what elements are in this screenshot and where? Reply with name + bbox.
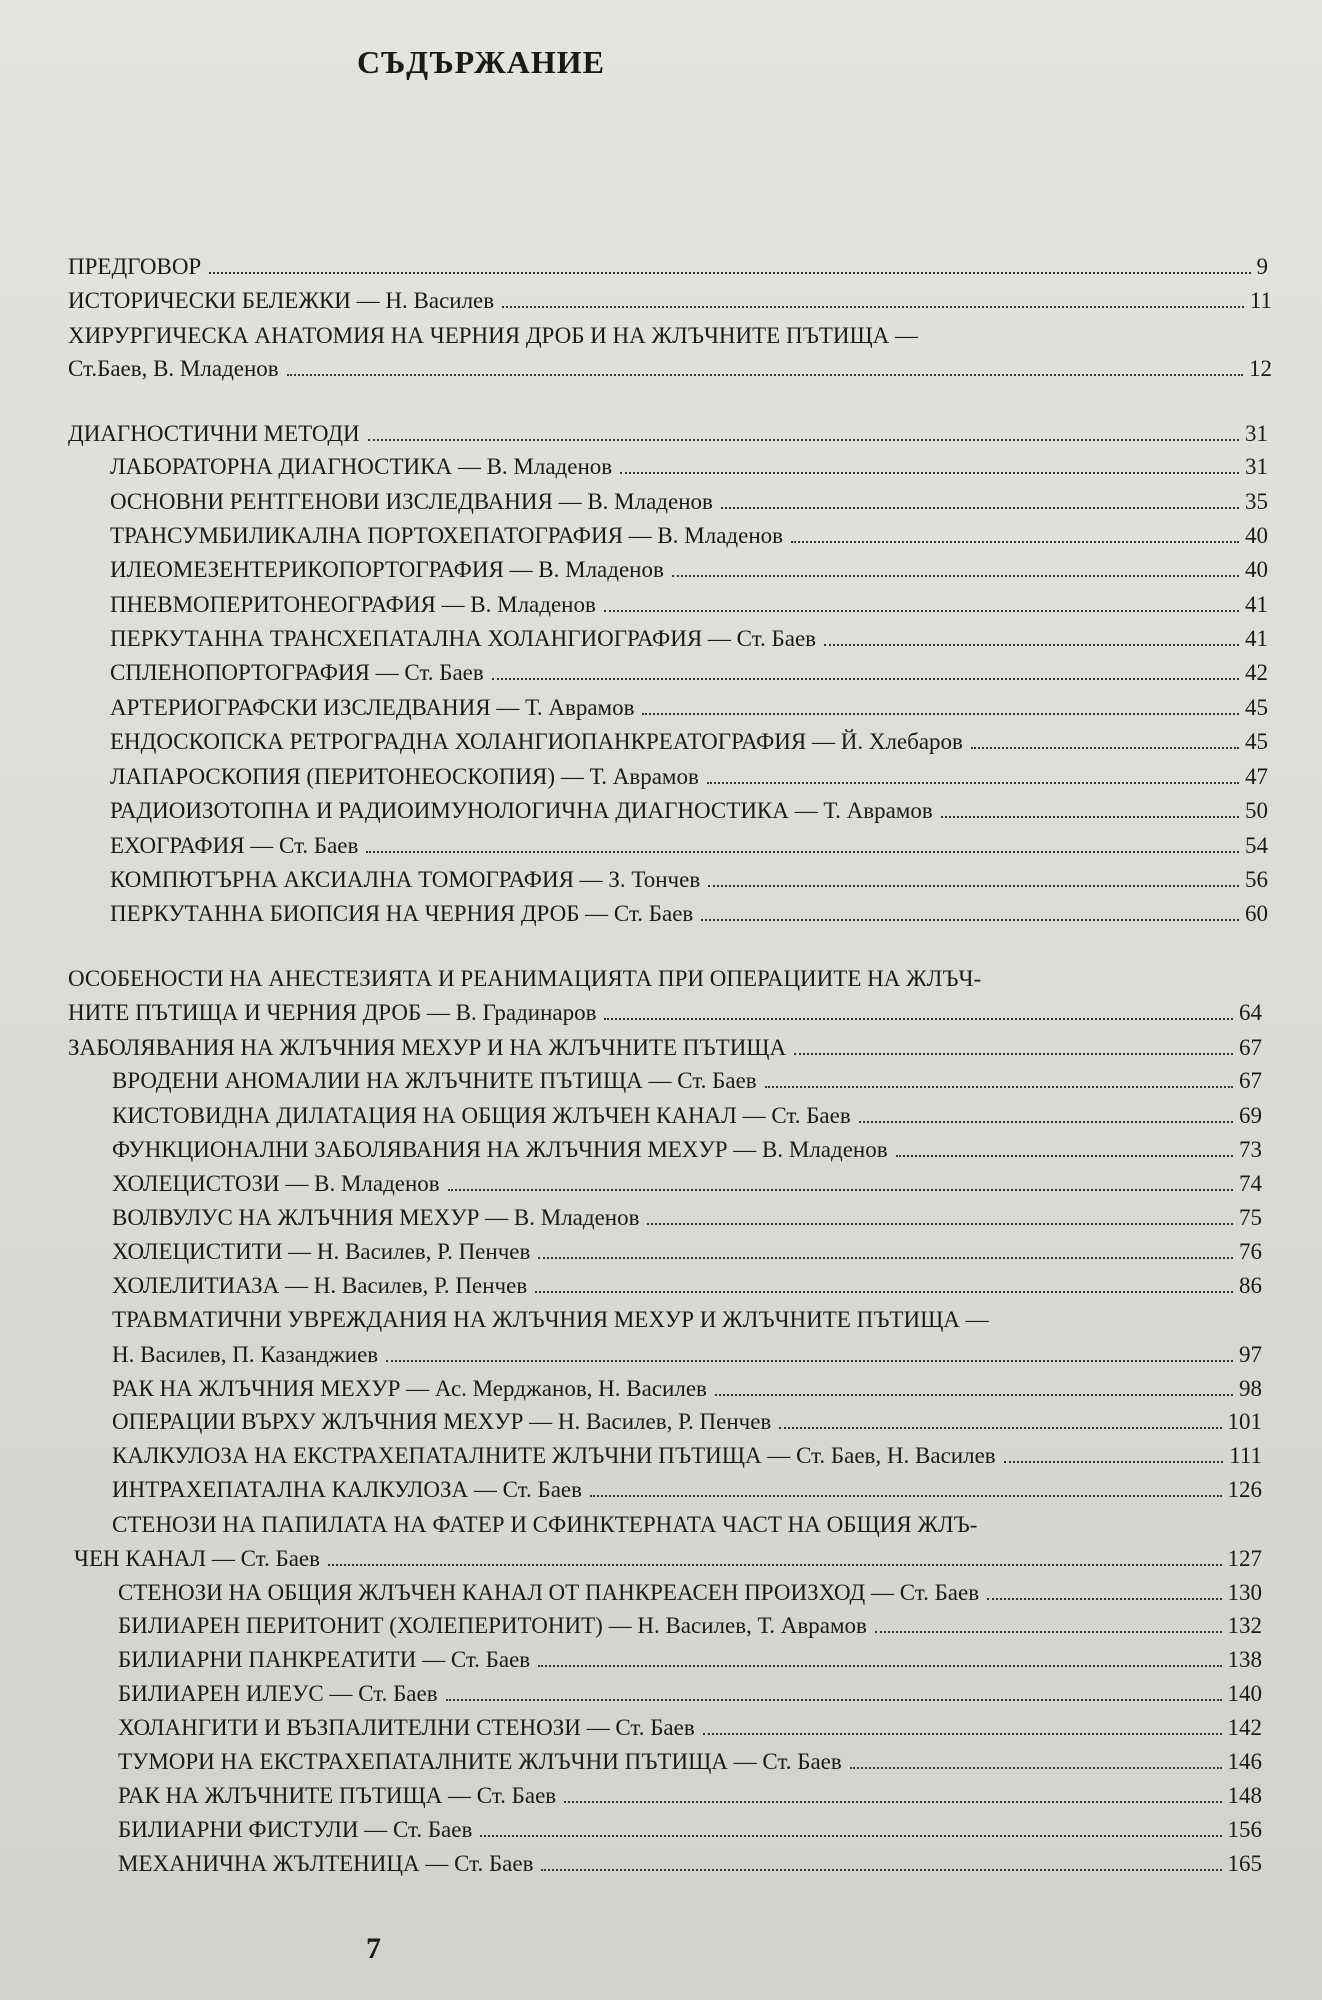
dot-leader	[541, 1869, 1221, 1871]
toc-entry-title: ХИРУРГИЧЕСКА АНАТОМИЯ НА ЧЕРНИЯ ДРОБ И НА ЖЛЪЧНИТЕ ПЪТИЩА —	[68, 323, 919, 348]
toc-entry-title: РАК НА ЖЛЪЧНИТЕ ПЪТИЩА — Ст. Баев	[118, 1783, 557, 1808]
toc-entry-page: 130	[1227, 1580, 1262, 1605]
toc-entry-page: 75	[1239, 1205, 1262, 1230]
toc-entry	[118, 1745, 1262, 1775]
toc-entry-page: 45	[1245, 729, 1268, 754]
toc-entry-title: ПНЕВМОПЕРИТОНЕОГРАФИЯ — В. Младенов	[110, 592, 596, 617]
toc-entry	[110, 760, 1268, 790]
toc-entry-title: БИЛИАРЕН ИЛЕУС — Ст. Баев	[118, 1681, 438, 1706]
toc-entry-page: 156	[1227, 1817, 1262, 1842]
toc-entry-page: 31	[1245, 454, 1268, 479]
dot-leader	[1004, 1461, 1224, 1463]
toc-entry-title: ВРОДЕНИ АНОМАЛИИ НА ЖЛЪЧНИТЕ ПЪТИЩА — Ст. Баев	[112, 1068, 757, 1093]
toc-entry	[110, 897, 1268, 927]
toc-entry	[68, 352, 1272, 382]
toc-entry-page: 98	[1239, 1376, 1262, 1401]
toc-entry	[112, 1338, 1262, 1368]
toc-entry	[118, 1609, 1262, 1639]
toc-entry-page: 9	[1256, 254, 1268, 279]
toc-entry-title: ТУМОРИ НА ЕКСТРАХЕПАТАЛНИТЕ ЖЛЪЧНИ ПЪТИЩА — Ст. Баев	[118, 1749, 842, 1774]
toc-entry-title: ИСТОРИЧЕСКИ БЕЛЕЖКИ — Н. Василев	[68, 288, 495, 313]
toc-entry	[112, 1303, 1262, 1333]
toc-entry	[68, 996, 1262, 1026]
toc-entry-page: 67	[1239, 1035, 1262, 1060]
toc-entry	[112, 1235, 1262, 1265]
dot-leader	[987, 1598, 1221, 1600]
toc-entry-title: ХОЛАНГИТИ И ВЪЗПАЛИТЕЛНИ СТЕНОЗИ — Ст. Баев	[118, 1715, 695, 1740]
dot-leader	[448, 1189, 1233, 1191]
dot-leader	[765, 1086, 1233, 1088]
toc-entry-page: 138	[1227, 1647, 1262, 1672]
toc-entry-page: 11	[1249, 288, 1272, 313]
toc-entry-title: НИТЕ ПЪТИЩА И ЧЕРНИЯ ДРОБ — В. Градинаров	[68, 1000, 597, 1025]
dot-leader	[875, 1631, 1222, 1633]
toc-entry-page: 126	[1227, 1477, 1262, 1502]
page-number: 7	[366, 1932, 381, 1965]
dot-leader	[721, 507, 1239, 509]
toc-entry-page: 42	[1245, 660, 1268, 685]
toc-entry-title: ОПЕРАЦИИ ВЪРХУ ЖЛЪЧНИЯ МЕХУР — Н. Василев, Р. Пенчев	[112, 1409, 772, 1434]
dot-leader	[824, 644, 1239, 646]
toc-entry	[68, 250, 1268, 280]
toc-entry-title: КОМПЮТЪРНА АКСИАЛНА ТОМОГРАФИЯ — З. Тончев	[110, 867, 701, 892]
toc-entry-page: 73	[1239, 1137, 1262, 1162]
dot-leader	[287, 374, 1243, 376]
toc-entry-title: ТРАНСУМБИЛИКАЛНА ПОРТОХЕПАТОГРАФИЯ — В. Младенов	[110, 523, 783, 548]
dot-leader	[647, 1223, 1233, 1225]
toc-entry-page: 47	[1245, 764, 1268, 789]
toc-entry-title: ИЛЕОМЕЗЕНТЕРИКОПОРТОГРАФИЯ — В. Младенов	[110, 557, 664, 582]
toc-entry	[112, 1405, 1262, 1435]
toc-entry-page: 41	[1245, 626, 1268, 651]
toc-entry-title: ПРЕДГОВОР	[68, 254, 202, 279]
toc-entry-page: 41	[1245, 592, 1268, 617]
toc-entry-title: БИЛИАРЕН ПЕРИТОНИТ (ХОЛЕПЕРИТОНИТ) — Н. Василев, Т. Аврамов	[118, 1613, 867, 1638]
toc-entry	[118, 1813, 1262, 1843]
toc-entry-title: ЛАБОРАТОРНА ДИАГНОСТИКА — В. Младенов	[110, 454, 613, 479]
dot-leader	[538, 1665, 1221, 1667]
dot-leader	[604, 1018, 1233, 1020]
toc-entry	[118, 1576, 1262, 1606]
toc-entry-title: МЕХАНИЧНА ЖЪЛТЕНИЦА — Ст. Баев	[118, 1851, 534, 1876]
toc-entry-title: Н. Василев, П. Казанджиев	[112, 1342, 379, 1367]
toc-entry-title: СТЕНОЗИ НА ОБЩИЯ ЖЛЪЧЕН КАНАЛ ОТ ПАНКРЕАСЕН ПРОИЗХОД — Ст. Баев	[118, 1580, 980, 1605]
toc-entry-title: ОСНОВНИ РЕНТГЕНОВИ ИЗСЛЕДВАНИЯ — В. Младенов	[110, 489, 713, 514]
toc-entry-title: БИЛИАРНИ ФИСТУЛИ — Ст. Баев	[118, 1817, 473, 1842]
toc-entry-title: ПЕРКУТАННА ТРАНСХЕПАТАЛНА ХОЛАНГИОГРАФИЯ — Ст. Баев	[110, 626, 817, 651]
toc-entry	[118, 1677, 1262, 1707]
toc-entry	[74, 1542, 1262, 1572]
toc-entry	[110, 829, 1268, 859]
toc-entry-page: 165	[1227, 1851, 1262, 1876]
toc-entry-title: ЕНДОСКОПСКА РЕТРОГРАДНА ХОЛАНГИОПАНКРЕАТОГРАФИЯ — Й. Хлебаров	[110, 729, 963, 754]
dot-leader	[941, 816, 1239, 818]
toc-entry-page: 54	[1245, 833, 1268, 858]
dot-leader	[708, 885, 1239, 887]
toc-entry	[110, 450, 1268, 480]
toc-entry-title: ОСОБЕНОСТИ НА АНЕСТЕЗИЯТА И РЕАНИМАЦИЯТА ПРИ ОПЕРАЦИИТЕ НА ЖЛЪЧ-	[68, 966, 982, 991]
toc-entry	[118, 1847, 1262, 1877]
toc-entry-title: ЧЕН КАНАЛ — Ст. Баев	[74, 1546, 320, 1571]
toc-entry-page: 12	[1249, 356, 1272, 381]
toc-entry	[112, 1372, 1262, 1402]
toc-entry-page: 67	[1239, 1068, 1262, 1093]
dot-leader	[328, 1564, 1222, 1566]
toc-entry-title: СТЕНОЗИ НА ПАПИЛАТА НА ФАТЕР И СФИНКТЕРНАТА ЧАСТ НА ОБЩИЯ ЖЛЪ-	[112, 1512, 978, 1537]
page-title: СЪДЪРЖАНИЕ	[357, 44, 605, 80]
dot-leader	[703, 1733, 1222, 1735]
dot-leader	[446, 1699, 1222, 1701]
toc-entry-title: Ст.Баев, В. Младенов	[68, 356, 279, 381]
dot-leader	[794, 1053, 1233, 1055]
toc-entry	[112, 1133, 1262, 1163]
toc-entry	[68, 1031, 1262, 1061]
toc-entry	[110, 485, 1268, 515]
toc-entry-page: 45	[1245, 695, 1268, 720]
dot-leader	[791, 541, 1239, 543]
dot-leader	[366, 851, 1239, 853]
toc-entry-page: 50	[1245, 798, 1268, 823]
toc-entry-title: ЗАБОЛЯВАНИЯ НА ЖЛЪЧНИЯ МЕХУР И НА ЖЛЪЧНИТЕ ПЪТИЩА	[68, 1035, 787, 1060]
toc-entry-title: БИЛИАРНИ ПАНКРЕАТИТИ — Ст. Баев	[118, 1647, 531, 1672]
toc-entry	[118, 1779, 1262, 1809]
toc-entry-title: ЛАПАРОСКОПИЯ (ПЕРИТОНЕОСКОПИЯ) — Т. Аврамов	[110, 764, 699, 789]
toc-entry	[110, 588, 1268, 618]
toc-entry-page: 64	[1239, 1000, 1262, 1025]
toc-entry	[68, 284, 1272, 314]
toc-entry-page: 60	[1245, 901, 1268, 926]
toc-entry	[112, 1099, 1262, 1129]
toc-entry	[110, 519, 1268, 549]
toc-entry-page: 35	[1245, 489, 1268, 514]
toc-entry-title: РАДИОИЗОТОПНА И РАДИОИМУНОЛОГИЧНА ДИАГНОСТИКА — Т. Аврамов	[110, 798, 933, 823]
toc-entry-page: 74	[1239, 1171, 1262, 1196]
dot-leader	[620, 472, 1239, 474]
toc-entry-page: 31	[1245, 421, 1268, 446]
dot-leader	[209, 272, 1250, 274]
toc-entry	[110, 691, 1268, 721]
toc-entry-title: ИНТРАХЕПАТАЛНА КАЛКУЛОЗА — Ст. Баев	[112, 1477, 582, 1502]
dot-leader	[564, 1801, 1221, 1803]
toc-entry-title: РАК НА ЖЛЪЧНИЯ МЕХУР — Ас. Мерджанов, Н. Василев	[112, 1376, 707, 1401]
toc-entry-title: ВОЛВУЛУС НА ЖЛЪЧНИЯ МЕХУР — В. Младенов	[112, 1205, 640, 1230]
toc-entry	[68, 962, 1268, 992]
toc-entry	[110, 863, 1268, 893]
toc-entry-page: 127	[1227, 1546, 1262, 1571]
toc-entry-page: 76	[1239, 1239, 1262, 1264]
toc-entry	[110, 656, 1268, 686]
toc-entry-title: КИСТОВИДНА ДИЛАТАЦИЯ НА ОБЩИЯ ЖЛЪЧЕН КАНАЛ — Ст. Баев	[112, 1103, 851, 1128]
dot-leader	[850, 1767, 1222, 1769]
dot-leader	[642, 713, 1239, 715]
dot-leader	[492, 678, 1239, 680]
toc-entry	[112, 1508, 1262, 1538]
toc-entry-page: 142	[1227, 1715, 1262, 1740]
dot-leader	[386, 1360, 1233, 1362]
toc-entry	[68, 319, 1272, 349]
dot-leader	[859, 1121, 1233, 1123]
toc-entry-page: 132	[1227, 1613, 1262, 1638]
toc-entry-title: ЕХОГРАФИЯ — Ст. Баев	[110, 833, 359, 858]
dot-leader	[604, 610, 1239, 612]
toc-entry-title: ХОЛЕЦИСТИТИ — Н. Василев, Р. Пенчев	[112, 1239, 531, 1264]
toc-entry-page: 101	[1227, 1409, 1262, 1434]
toc-entry	[112, 1167, 1262, 1197]
toc-entry-page: 97	[1239, 1342, 1262, 1367]
toc-entry	[112, 1269, 1262, 1299]
toc-entry-title: ФУНКЦИОНАЛНИ ЗАБОЛЯВАНИЯ НА ЖЛЪЧНИЯ МЕХУР — В. Младенов	[112, 1137, 888, 1162]
toc-entry	[110, 725, 1268, 755]
dot-leader	[480, 1835, 1221, 1837]
toc-entry-page: 40	[1245, 523, 1268, 548]
toc-entry-title: КАЛКУЛОЗА НА ЕКСТРАХЕПАТАЛНИТЕ ЖЛЪЧНИ ПЪТИЩА — Ст. Баев, Н. Василев	[112, 1443, 996, 1468]
dot-leader	[535, 1291, 1233, 1293]
dot-leader	[779, 1427, 1221, 1429]
toc-entry	[110, 622, 1268, 652]
dot-leader	[502, 306, 1244, 308]
toc-entry-page: 40	[1245, 557, 1268, 582]
toc-entry	[118, 1711, 1262, 1741]
toc-entry-page: 69	[1239, 1103, 1262, 1128]
toc-entry	[112, 1201, 1262, 1231]
toc-entry-title: АРТЕРИОГРАФСКИ ИЗСЛЕДВАНИЯ — Т. Аврамов	[110, 695, 635, 720]
dot-leader	[368, 439, 1239, 441]
toc-entry-page: 56	[1245, 867, 1268, 892]
toc-entry-page: 86	[1239, 1273, 1262, 1298]
toc-entry-page: 146	[1227, 1749, 1262, 1774]
dot-leader	[971, 747, 1239, 749]
toc-entry	[68, 417, 1268, 447]
toc-entry-title: ПЕРКУТАННА БИОПСИЯ НА ЧЕРНИЯ ДРОБ — Ст. Баев	[110, 901, 694, 926]
toc-entry-title: ТРАВМАТИЧНИ УВРЕЖДАНИЯ НА ЖЛЪЧНИЯ МЕХУР И ЖЛЪЧНИТЕ ПЪТИЩА —	[112, 1307, 989, 1332]
toc-entry-page: 111	[1229, 1443, 1262, 1468]
toc-entry	[112, 1473, 1262, 1503]
toc-entry-page: 140	[1227, 1681, 1262, 1706]
toc-entry-title: ХОЛЕЦИСТОЗИ — В. Младенов	[112, 1171, 440, 1196]
toc-entry-title: ДИАГНОСТИЧНИ МЕТОДИ	[68, 421, 360, 446]
toc-entry-page: 148	[1227, 1783, 1262, 1808]
dot-leader	[707, 782, 1239, 784]
dot-leader	[590, 1495, 1222, 1497]
toc-entry	[118, 1643, 1262, 1673]
toc-entry-title: СПЛЕНОПОРТОГРАФИЯ — Ст. Баев	[110, 660, 484, 685]
toc-entry	[112, 1064, 1262, 1094]
dot-leader	[672, 575, 1239, 577]
toc-entry	[110, 794, 1268, 824]
toc-entry-title: ХОЛЕЛИТИАЗА — Н. Василев, Р. Пенчев	[112, 1273, 528, 1298]
dot-leader	[538, 1257, 1233, 1259]
toc-entry	[110, 553, 1268, 583]
dot-leader	[701, 919, 1239, 921]
toc-entry	[112, 1439, 1262, 1469]
dot-leader	[896, 1155, 1233, 1157]
dot-leader	[715, 1394, 1233, 1396]
